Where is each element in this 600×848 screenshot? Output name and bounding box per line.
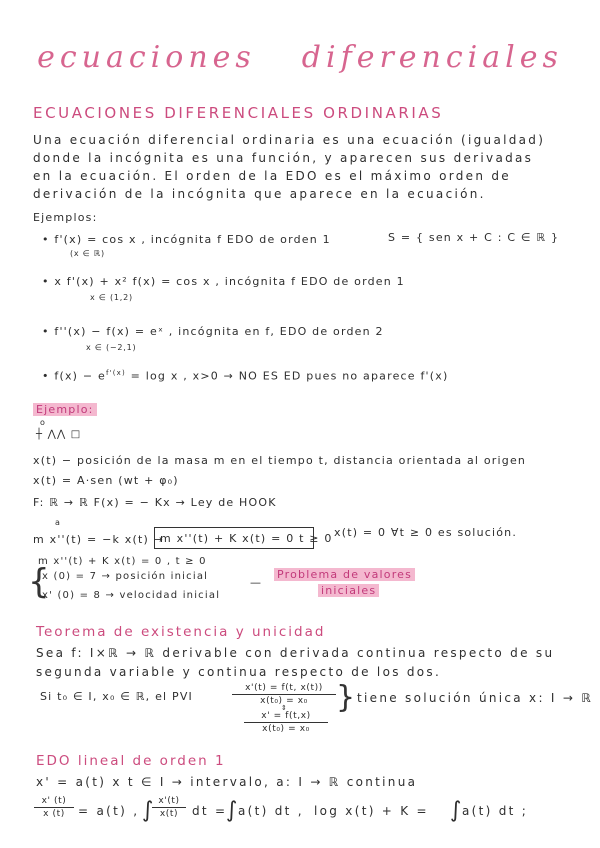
theorem-conclusion: tiene solución única x: I → ℝ xyxy=(357,691,594,705)
example-1-solution-set: S = { sen x + C : C ∈ ℝ } xyxy=(388,231,560,244)
example-4-part-a: • f(x) − e xyxy=(42,369,106,383)
position-description: x(t) − posición de la masa m en el tiempo t, distancia orientada al origen xyxy=(33,454,527,467)
page-title xyxy=(0,40,600,75)
pvi-equivalence: ⇕ xyxy=(281,704,289,712)
example-4-part-b: = log x , x>0 → NO ES ED pues no aparece f'(x) xyxy=(125,369,449,383)
ejemplo-label xyxy=(33,403,97,416)
ratio-fraction xyxy=(34,796,74,819)
system-header: m x''(t) + K x(t) = 0 , t ≥ 0 xyxy=(38,556,207,567)
system-brace: { xyxy=(28,562,50,602)
ratio-equals: = a(t) , xyxy=(78,804,140,818)
integrand-fraction xyxy=(152,796,186,819)
intro-line-1: Una ecuación diferencial ordinaria es una ecuación (igualdad) xyxy=(33,133,546,147)
spring-mass-marker: o xyxy=(40,418,47,427)
integral-glyph-1: ∫ xyxy=(142,798,155,823)
newton-equation: m x''(t) = −k x(t) → xyxy=(33,533,165,546)
integral-sign-2 xyxy=(226,796,239,823)
example-1-domain: (x ∈ ℝ) xyxy=(70,249,105,258)
ratio-denominator: x (t) xyxy=(43,809,65,819)
example-1-equation: • f'(x) = cos x , incógnita f EDO de orden 1 xyxy=(42,233,331,246)
integral-a-dt: a(t) dt , xyxy=(238,804,304,818)
position-formula: x(t) = A·sen (wt + φ₀) xyxy=(33,474,179,487)
pvi-label-line-1 xyxy=(274,568,415,581)
theorem-line-2: segunda variable y continua respecto de los dos. xyxy=(36,665,442,679)
pvi-arrow: — xyxy=(250,576,263,589)
integral-dt-equals: dt = xyxy=(192,804,228,818)
pvi-brace: } xyxy=(336,680,356,715)
example-3-equation: • f''(x) − f(x) = eˣ , incógnita en f, EDO de orden 2 xyxy=(42,325,384,338)
pvi-form-2 xyxy=(244,711,328,734)
example-2-equation: • x f'(x) + x² f(x) = cos x , incógnita f EDO de orden 1 xyxy=(42,275,405,288)
pvi-form-1-equation: x'(t) = f(t, x(t)) xyxy=(232,683,336,695)
section-heading-linear-edo: EDO lineal de orden 1 xyxy=(36,753,226,769)
trivial-solution: x(t) = 0 ∀t ≥ 0 es solución. xyxy=(334,526,518,539)
integrand-denominator: x(t) xyxy=(159,809,179,819)
title-word-diferenciales: diferenciales xyxy=(301,40,563,75)
acceleration-label: a xyxy=(55,518,62,527)
initial-position: x (0) = 7 → posición inicial xyxy=(42,571,209,582)
theorem-line-1: Sea f: I×ℝ → ℝ derivable con derivada continua respecto de su xyxy=(36,646,555,660)
section-heading-edo: ECUACIONES DIFERENCIALES ORDINARIAS xyxy=(33,104,444,122)
intro-line-3: en la ecuación. El orden de la EDO es el máximo orden de xyxy=(33,169,511,183)
intro-line-4: derivación de la incógnita que aparece en la ecuación. xyxy=(33,187,486,201)
pvi-form-1 xyxy=(232,683,336,706)
theorem-si: Si t₀ ∈ I, x₀ ∈ ℝ, el PVI xyxy=(40,690,193,703)
example-3-domain: x ∈ (−2,1) xyxy=(86,343,137,352)
pvi-form-2-equation: x' = f(t,x) xyxy=(244,711,328,723)
example-4-equation xyxy=(42,369,448,383)
integral-sign-3 xyxy=(450,796,463,823)
example-2-domain: x ∈ (1,2) xyxy=(90,293,133,302)
title-word-ecuaciones: ecuaciones xyxy=(37,40,256,75)
pvi-label-text-2: iniciales xyxy=(318,584,379,597)
integral-glyph-3: ∫ xyxy=(450,798,463,823)
pvi-form-1-initial: x(t₀) = x₀ xyxy=(260,696,308,706)
initial-velocity: x' (0) = 8 → velocidad inicial xyxy=(42,590,221,601)
spring-mass-diagram: ┼ ⋀⋀ □ xyxy=(36,429,82,440)
ejemplos-label: Ejemplos: xyxy=(33,211,98,224)
intro-line-2: donde la incógnita es una función, y aparecen sus derivadas xyxy=(33,151,534,165)
log-solution-integral: a(t) dt ; xyxy=(462,804,529,818)
pvi-label-line-2 xyxy=(318,584,379,597)
integrand-numerator: x'(t) xyxy=(152,796,186,808)
pvi-label-text-1: Problema de valores xyxy=(274,568,415,581)
pvi-form-2-initial: x(t₀) = x₀ xyxy=(262,724,310,734)
ratio-numerator: x' (t) xyxy=(34,796,74,808)
log-solution: log x(t) + K = xyxy=(314,804,429,818)
section-heading-theorem: Teorema de existencia y unicidad xyxy=(36,624,326,640)
boxed-equation: m x''(t) + K x(t) = 0 t ≥ 0 xyxy=(160,532,333,545)
integral-glyph-2: ∫ xyxy=(226,798,239,823)
linear-edo-definition: x' = a(t) x t ∈ I → intervalo, a: I → ℝ continua xyxy=(36,775,418,789)
example-4-exponent: f'(x) xyxy=(105,369,126,377)
hooke-law: F: ℝ → ℝ F(x) = − Kx → Ley de HOOK xyxy=(33,496,277,509)
ejemplo-label-text: Ejemplo: xyxy=(33,403,97,416)
